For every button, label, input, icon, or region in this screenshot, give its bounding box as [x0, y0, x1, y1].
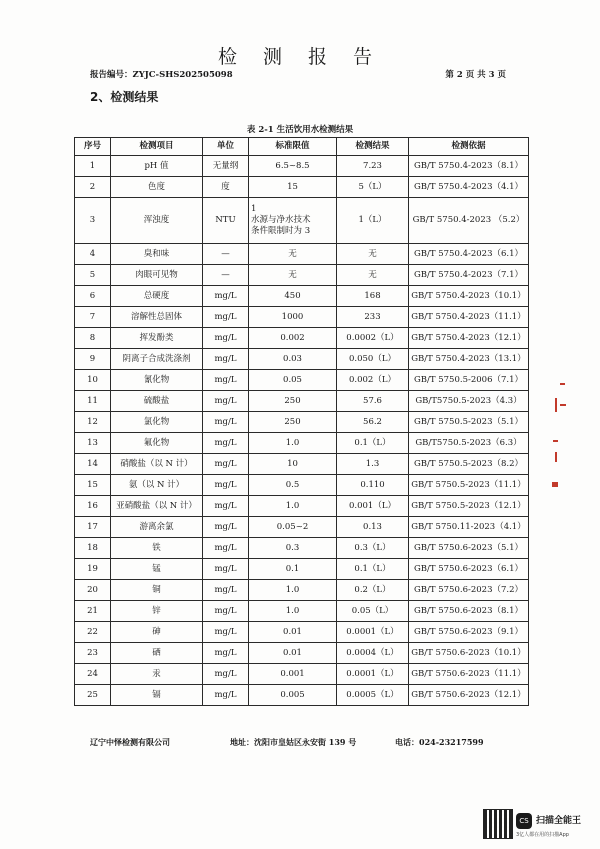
seal-mark [552, 482, 558, 487]
cell-limit: 0.01 [249, 622, 337, 643]
cell-basis: GB/T 5750.6-2023（5.1） [409, 538, 529, 559]
cell-item: 氰化物 [111, 370, 203, 391]
cell-unit: mg/L [203, 580, 249, 601]
cell-limit: 1.0 [249, 580, 337, 601]
cell-unit: mg/L [203, 433, 249, 454]
cell-no: 2 [75, 177, 111, 198]
cell-unit: 度 [203, 177, 249, 198]
cell-limit: 250 [249, 391, 337, 412]
cell-unit: mg/L [203, 286, 249, 307]
cell-item: 肉眼可见物 [111, 265, 203, 286]
cell-item: 溶解性总固体 [111, 307, 203, 328]
cell-basis: GB/T 5750.4-2023（6.1） [409, 244, 529, 265]
cell-unit: mg/L [203, 307, 249, 328]
cell-result: 无 [337, 244, 409, 265]
cell-basis: GB/T 5750.6-2023（11.1） [409, 664, 529, 685]
cell-no: 24 [75, 664, 111, 685]
cell-unit: mg/L [203, 664, 249, 685]
table-row [75, 580, 529, 601]
cell-no: 14 [75, 454, 111, 475]
table-row [75, 391, 529, 412]
table-row [75, 328, 529, 349]
cell-limit: 0.1 [249, 559, 337, 580]
table-row [75, 475, 529, 496]
cell-result: 0.0005（L） [337, 685, 409, 706]
cell-no: 1 [75, 156, 111, 177]
cell-limit: 0.01 [249, 643, 337, 664]
cell-unit: mg/L [203, 349, 249, 370]
cell-result: 5（L） [337, 177, 409, 198]
cell-unit: mg/L [203, 454, 249, 475]
results-table [74, 137, 529, 706]
cell-item: 臭和味 [111, 244, 203, 265]
table-row [75, 433, 529, 454]
cell-unit: mg/L [203, 412, 249, 433]
cell-item: 色度 [111, 177, 203, 198]
cell-no: 15 [75, 475, 111, 496]
table-row [75, 286, 529, 307]
table-row [75, 559, 529, 580]
cell-result: 0.13 [337, 517, 409, 538]
cell-basis: GB/T 5750.4-2023（12.1） [409, 328, 529, 349]
cell-limit: 0.001 [249, 664, 337, 685]
cell-basis: GB/T 5750.6-2023（8.1） [409, 601, 529, 622]
table-row [75, 664, 529, 685]
cell-result: 0.0001（L） [337, 622, 409, 643]
cell-result: 57.6 [337, 391, 409, 412]
cell-limit: 0.05 [249, 370, 337, 391]
cell-basis: GB/T 5750.11-2023（4.1） [409, 517, 529, 538]
col-header-limit: 标准限值 [249, 138, 337, 156]
cell-unit: mg/L [203, 685, 249, 706]
cell-limit: 250 [249, 412, 337, 433]
cell-result: 56.2 [337, 412, 409, 433]
cell-item: 阴离子合成洗涤剂 [111, 349, 203, 370]
cell-basis: GB/T 5750.6-2023（10.1） [409, 643, 529, 664]
cell-limit: 0.3 [249, 538, 337, 559]
table-row [75, 643, 529, 664]
cell-result: 0.110 [337, 475, 409, 496]
col-header-basis: 检测依据 [409, 138, 529, 156]
cell-basis: GB/T 5750.5-2023（11.1） [409, 475, 529, 496]
cell-item: 挥发酚类 [111, 328, 203, 349]
table-caption: 表 2-1 生活饮用水检测结果 [246, 125, 354, 135]
cell-limit: 1 水源与净水技术 条件限制时为 3 [249, 198, 337, 244]
cell-result: 0.0002（L） [337, 328, 409, 349]
cell-item: 铁 [111, 538, 203, 559]
seal-mark [553, 440, 558, 442]
cell-result: 0.3（L） [337, 538, 409, 559]
cell-basis: GB/T 5750.6-2023（9.1） [409, 622, 529, 643]
cell-unit: — [203, 244, 249, 265]
cell-unit: mg/L [203, 517, 249, 538]
cell-limit: 10 [249, 454, 337, 475]
cell-no: 5 [75, 265, 111, 286]
cell-no: 12 [75, 412, 111, 433]
cell-result: 1.3 [337, 454, 409, 475]
cell-item: 浑浊度 [111, 198, 203, 244]
cell-basis: GB/T 5750.5-2023（5.1） [409, 412, 529, 433]
cell-basis: GB/T 5750.4-2023（7.1） [409, 265, 529, 286]
seal-mark [555, 452, 557, 462]
cell-unit: mg/L [203, 643, 249, 664]
seal-mark [555, 398, 557, 412]
report-number: 报告编号：ZYJC-SHS202505098 [90, 70, 233, 80]
cell-basis: GB/T 5750.5-2023（12.1） [409, 496, 529, 517]
col-header-result: 检测结果 [337, 138, 409, 156]
cell-no: 16 [75, 496, 111, 517]
table-row [75, 244, 529, 265]
cell-limit: 无 [249, 244, 337, 265]
cell-no: 10 [75, 370, 111, 391]
table-row [75, 622, 529, 643]
cell-no: 19 [75, 559, 111, 580]
page-info: 第 2 页 共 3 页 [445, 70, 506, 80]
cell-limit: 1.0 [249, 601, 337, 622]
cell-unit: mg/L [203, 328, 249, 349]
cell-result: 0.1（L） [337, 559, 409, 580]
cell-no: 8 [75, 328, 111, 349]
cell-unit: mg/L [203, 622, 249, 643]
cell-unit: NTU [203, 198, 249, 244]
cell-no: 7 [75, 307, 111, 328]
watermark-subtitle: 3亿人都在用的扫描App [516, 832, 569, 838]
section-title: 2、检测结果 [90, 90, 159, 104]
cell-limit: 1.0 [249, 433, 337, 454]
cell-result: 0.0004（L） [337, 643, 409, 664]
cell-unit: mg/L [203, 559, 249, 580]
table-row [75, 370, 529, 391]
seal-mark [560, 404, 566, 406]
cell-no: 17 [75, 517, 111, 538]
cell-item: 亚硝酸盐（以 N 计） [111, 496, 203, 517]
cell-basis: GB/T 5750.6-2023（7.2） [409, 580, 529, 601]
cell-item: 砷 [111, 622, 203, 643]
cell-basis: GB/T 5750.4-2023（8.1） [409, 156, 529, 177]
cell-no: 13 [75, 433, 111, 454]
cell-item: 锰 [111, 559, 203, 580]
cell-basis: GB/T 5750.4-2023（10.1） [409, 286, 529, 307]
cell-result: 0.050（L） [337, 349, 409, 370]
table-row [75, 349, 529, 370]
cell-no: 9 [75, 349, 111, 370]
cell-limit: 450 [249, 286, 337, 307]
cell-limit: 1000 [249, 307, 337, 328]
cell-limit: 0.03 [249, 349, 337, 370]
cell-no: 25 [75, 685, 111, 706]
cell-basis: GB/T 5750.4-2023（13.1） [409, 349, 529, 370]
cell-limit: 0.5 [249, 475, 337, 496]
cell-item: 游离余氯 [111, 517, 203, 538]
qr-code-icon [483, 809, 513, 839]
table-row [75, 177, 529, 198]
cell-basis: GB/T 5750.4-2023 （5.2） [409, 198, 529, 244]
cell-basis: GB/T 5750.6-2023（6.1） [409, 559, 529, 580]
cell-unit: mg/L [203, 538, 249, 559]
cell-no: 20 [75, 580, 111, 601]
page-title: 检 测 报 告 [217, 46, 383, 68]
cell-item: 氟化物 [111, 433, 203, 454]
cell-unit: mg/L [203, 475, 249, 496]
cell-item: 总硬度 [111, 286, 203, 307]
footer-phone: 电话：024-23217599 [395, 737, 484, 747]
cell-unit: mg/L [203, 370, 249, 391]
cell-no: 22 [75, 622, 111, 643]
cell-result: 233 [337, 307, 409, 328]
cell-item: 铜 [111, 580, 203, 601]
cell-item: pH 值 [111, 156, 203, 177]
cell-item: 氨（以 N 计） [111, 475, 203, 496]
cell-result: 0.002（L） [337, 370, 409, 391]
cell-basis: GB/T 5750.4-2023（11.1） [409, 307, 529, 328]
col-header-no: 序号 [75, 138, 111, 156]
cell-result: 0.2（L） [337, 580, 409, 601]
cell-no: 4 [75, 244, 111, 265]
cell-result: 0.001（L） [337, 496, 409, 517]
cell-limit: 0.002 [249, 328, 337, 349]
cell-basis: GB/T5750.5-2023（4.3） [409, 391, 529, 412]
cell-unit: — [203, 265, 249, 286]
table-row [75, 156, 529, 177]
cell-unit: 无量纲 [203, 156, 249, 177]
cell-result: 1（L） [337, 198, 409, 244]
table-row [75, 265, 529, 286]
table-row [75, 601, 529, 622]
cell-result: 7.23 [337, 156, 409, 177]
cell-no: 6 [75, 286, 111, 307]
table-row [75, 517, 529, 538]
table-row [75, 307, 529, 328]
cell-result: 168 [337, 286, 409, 307]
cell-limit: 0.05~2 [249, 517, 337, 538]
cell-limit: 无 [249, 265, 337, 286]
cell-item: 镉 [111, 685, 203, 706]
seal-mark [560, 383, 565, 385]
table-row [75, 685, 529, 706]
cell-result: 0.1（L） [337, 433, 409, 454]
cell-limit: 6.5~8.5 [249, 156, 337, 177]
cell-item: 汞 [111, 664, 203, 685]
table-row [75, 412, 529, 433]
cell-unit: mg/L [203, 601, 249, 622]
cell-item: 硒 [111, 643, 203, 664]
cell-basis: GB/T 5750.5-2006（7.1） [409, 370, 529, 391]
cell-unit: mg/L [203, 391, 249, 412]
footer-address: 地址：沈阳市皇姑区永安街 139 号 [230, 737, 357, 747]
cell-limit: 15 [249, 177, 337, 198]
cell-result: 0.0001（L） [337, 664, 409, 685]
cell-item: 硝酸盐（以 N 计） [111, 454, 203, 475]
cell-item: 硫酸盐 [111, 391, 203, 412]
col-header-item: 检测项目 [111, 138, 203, 156]
cell-unit: mg/L [203, 496, 249, 517]
cell-item: 锌 [111, 601, 203, 622]
scanner-logo-icon: CS [516, 813, 532, 829]
cell-no: 21 [75, 601, 111, 622]
cell-result: 0.05（L） [337, 601, 409, 622]
cell-limit: 1.0 [249, 496, 337, 517]
table-row [75, 198, 529, 244]
cell-limit: 0.005 [249, 685, 337, 706]
cell-basis: GB/T 5750.6-2023（12.1） [409, 685, 529, 706]
cell-no: 18 [75, 538, 111, 559]
table-row [75, 454, 529, 475]
cell-basis: GB/T 5750.5-2023（8.2） [409, 454, 529, 475]
watermark-title: 扫描全能王 [536, 816, 582, 826]
cell-no: 23 [75, 643, 111, 664]
table-row [75, 496, 529, 517]
cell-item: 氯化物 [111, 412, 203, 433]
cell-no: 11 [75, 391, 111, 412]
col-header-unit: 单位 [203, 138, 249, 156]
cell-result: 无 [337, 265, 409, 286]
footer-company: 辽宁中怿检测有限公司 [90, 737, 170, 747]
table-row [75, 538, 529, 559]
cell-basis: GB/T 5750.4-2023（4.1） [409, 177, 529, 198]
table-header-row [75, 138, 529, 156]
cell-basis: GB/T5750.5-2023（6.3） [409, 433, 529, 454]
cell-no: 3 [75, 198, 111, 244]
